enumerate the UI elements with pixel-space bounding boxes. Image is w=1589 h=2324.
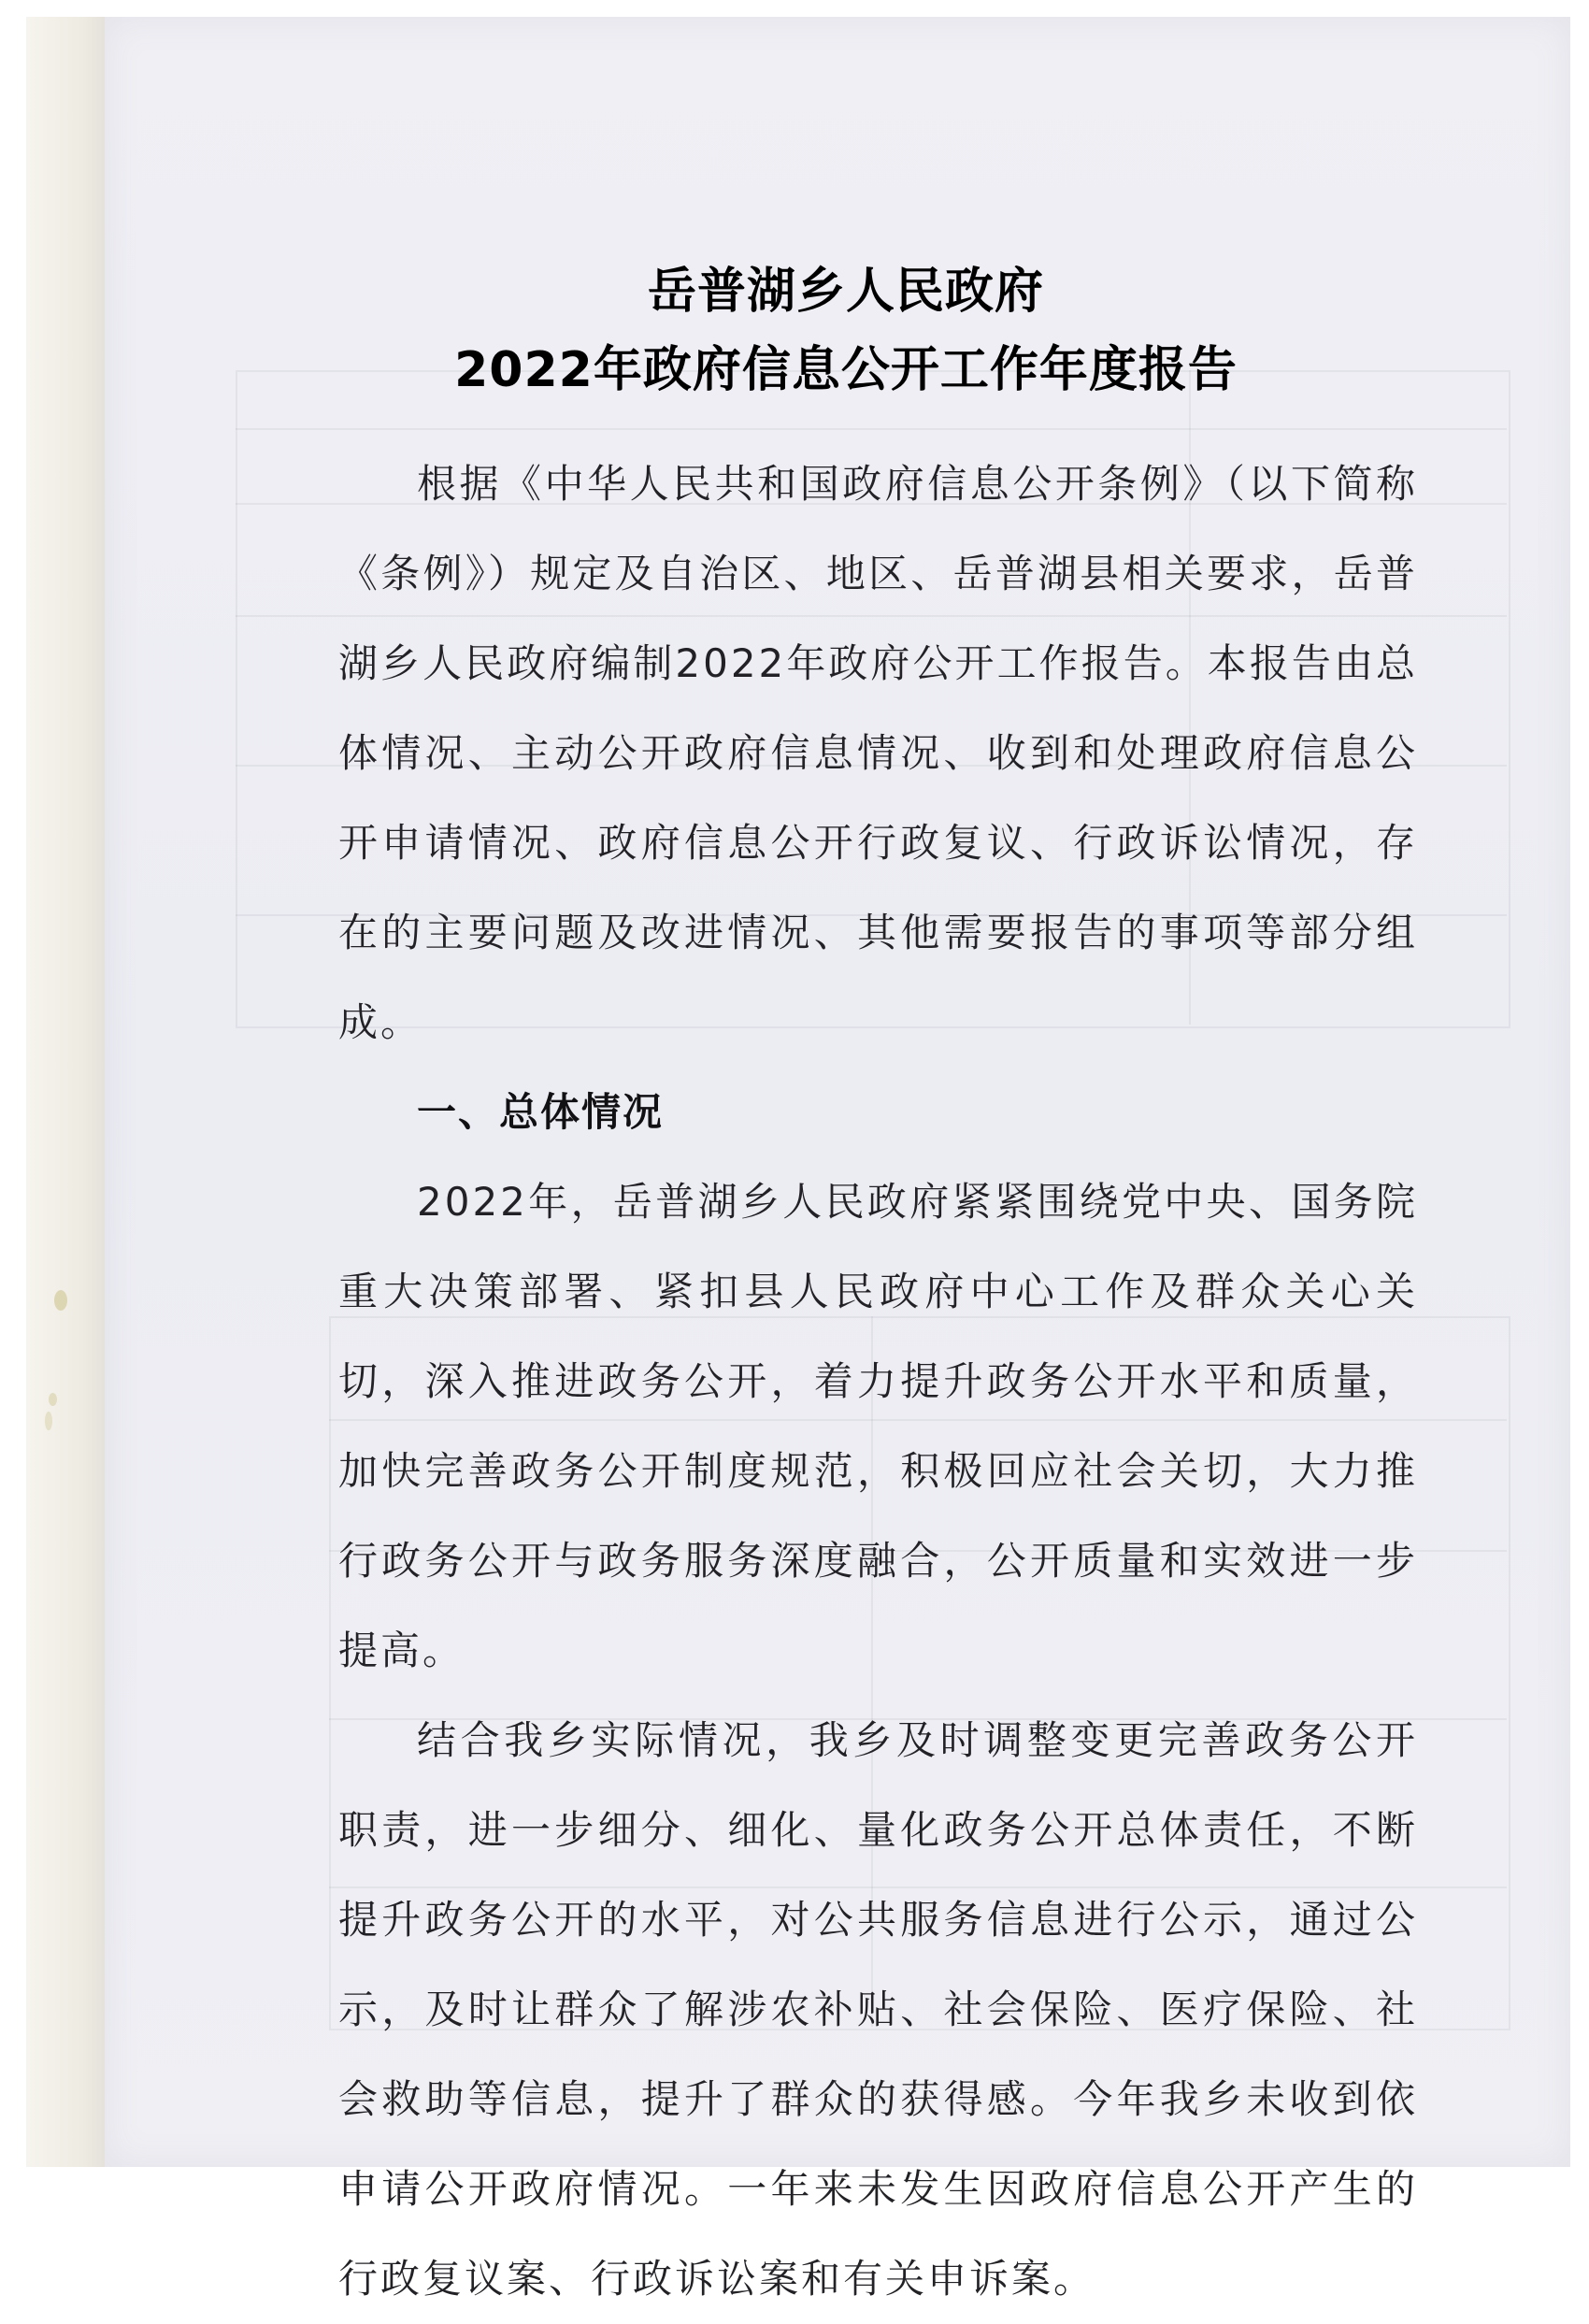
paper-stain xyxy=(54,1290,67,1311)
binding-strip xyxy=(26,17,107,2167)
overview-paragraph-2: 结合我乡实际情况，我乡及时调整变更完善政务公开职责，进一步细分、细化、量化政务公开总体责任，不断提升政务公开的水平，对公共服务信息进行公示，通过公示，及时让群众了解涉农补贴、社会保险、医疗保险、社会救助等信息，提升了群众的获得感。今年我乡未收到依申请公开政府情况。一年来未发生因政府信息公开产生的行政复议案、行政诉讼案和有关申诉案。 xyxy=(338,1717,1418,2302)
bleed-through-line xyxy=(236,428,1507,430)
overview-paragraph-1: 2022年，岳普湖乡人民政府紧紧围绕党中央、国务院重大决策部署、紧扣县人民政府中心工作及群众关心关切，深入推进政务公开，着力提升政务公开水平和质量，加快完善政务公开制度规范，积极回应社会关切，大力推行政务公开与政务服务深度融合，公开质量和实效进一步提高。 xyxy=(338,1179,1418,1673)
intro-paragraph: 根据《中华人民共和国政府信息公开条例》（以下简称《条例》）规定及自治区、地区、岳普湖县相关要求，岳普湖乡人民政府编制2022年政府公开工作报告。本报告由总体情况、主动公开政府信息情况、收到和处理政府信息公开申请情况、政府信息公开行政复议、行政诉讼情况，存在的主要问题及改进情况、其他需要报告的事项等部分组成。 xyxy=(338,461,1418,1045)
paper-stain xyxy=(45,1412,52,1430)
paper-stain xyxy=(49,1393,57,1406)
section-heading-overview: 一、总体情况 xyxy=(417,1089,665,1135)
report-title xyxy=(271,252,1421,409)
title-line-2: 2022年政府信息公开工作年度报告 xyxy=(454,342,1238,398)
title-line-1: 岳普湖乡人民政府 xyxy=(647,264,1044,320)
report-body xyxy=(338,439,1418,2324)
